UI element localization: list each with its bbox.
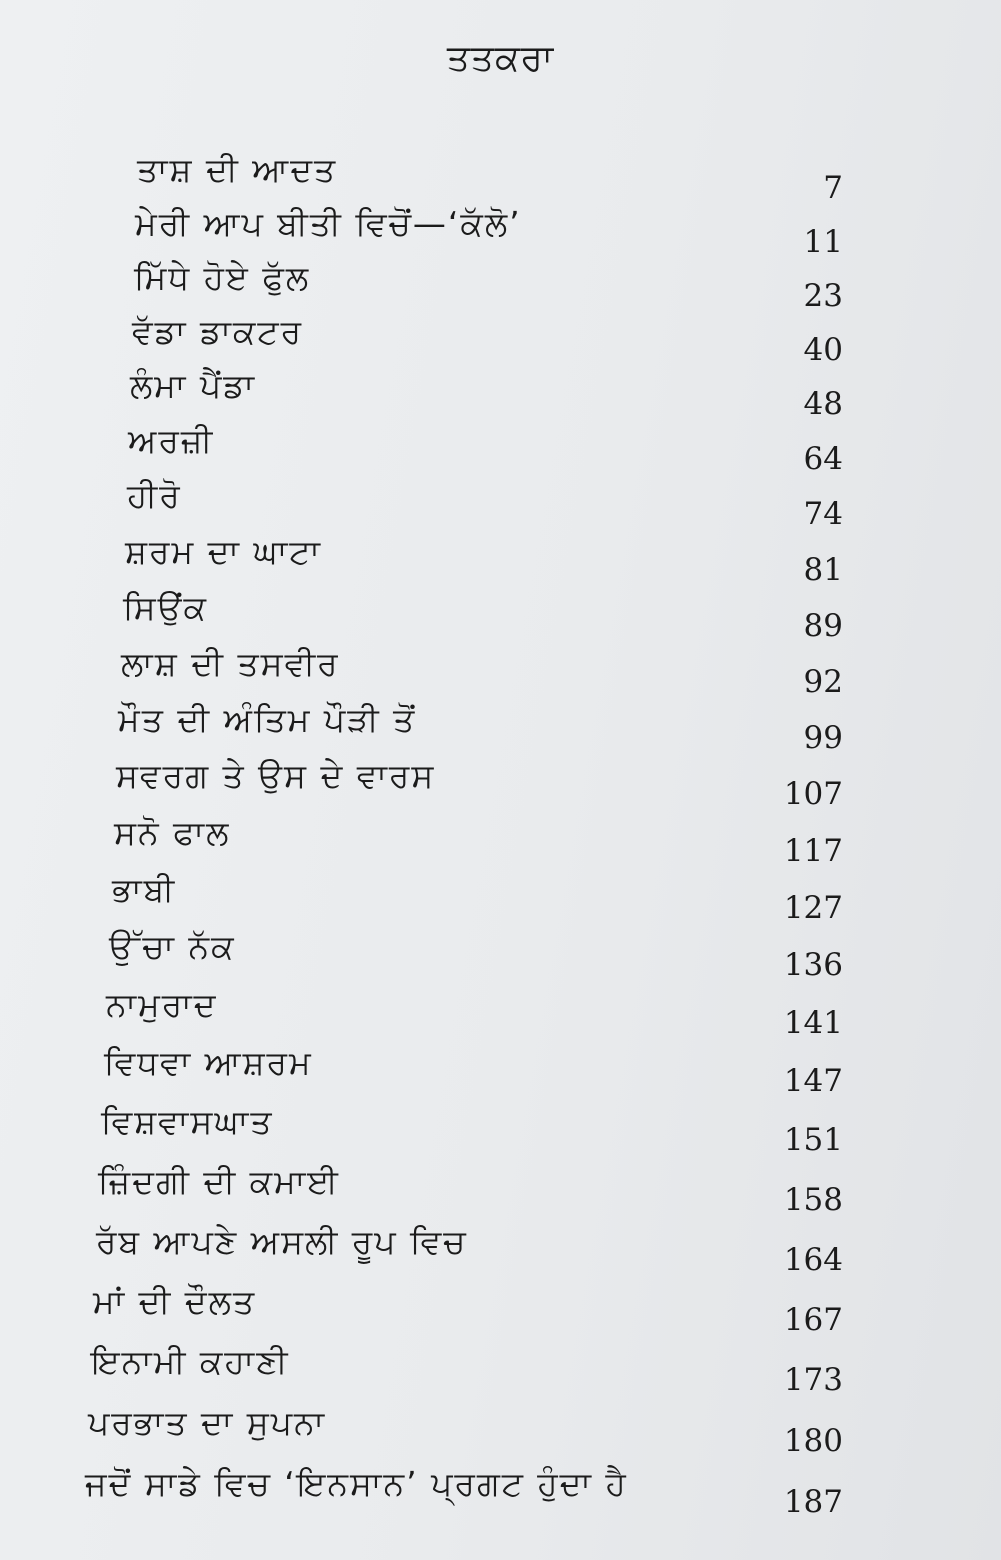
toc-entry-label: ਜ਼ਿੰਦਗੀ ਦੀ ਕਮਾਈ: [98, 1162, 340, 1201]
toc-entry-page: 180: [783, 1423, 843, 1459]
toc-entry: [0, 927, 1001, 985]
toc-entry-page: 11: [803, 224, 843, 260]
toc-entry: [0, 312, 1001, 370]
toc-entry: [0, 1282, 1001, 1340]
toc-entry-label: ਤਾਸ਼ ਦੀ ਆਦਤ: [137, 150, 338, 189]
toc-entry-label: ਲੰਮਾ ਪੈਂਡਾ: [130, 366, 257, 405]
toc-entry: [0, 1342, 1001, 1400]
toc-entry-label: ਮਾਂ ਦੀ ਦੌਲਤ: [93, 1282, 257, 1321]
toc-entry: [0, 258, 1001, 316]
toc-entry: [0, 204, 1001, 262]
toc-entry-label: ਪਰਭਾਤ ਦਾ ਸੁਪਨਾ: [88, 1403, 327, 1442]
toc-entry-label: ਰੱਬ ਆਪਣੇ ਅਸਲੀ ਰੂਪ ਵਿਚ: [96, 1222, 468, 1261]
toc-entry: [0, 588, 1001, 646]
toc-entry-label: ਮੌਤ ਦੀ ਅੰਤਿਮ ਪੌੜੀ ਤੋਂ: [118, 700, 417, 739]
toc-entry-page: 92: [803, 664, 843, 700]
toc-entry-label: ਨਾਮੁਰਾਦ: [106, 985, 218, 1024]
toc-entry-label: ਸਿਉਂਕ: [123, 588, 208, 627]
toc-entry-page: 151: [783, 1122, 843, 1158]
toc-entry-label: ਲਾਸ਼ ਦੀ ਤਸਵੀਰ: [121, 644, 340, 683]
toc-entry-label: ਮੇਰੀ ਆਪ ਬੀਤੀ ਵਿਚੋਂ—‘ਕੱਲੋ’: [135, 204, 522, 243]
toc-entry-page: 89: [803, 608, 843, 644]
toc-entry-page: 48: [803, 386, 843, 422]
toc-entry-label: ਅਰਜ਼ੀ: [128, 421, 215, 460]
toc-entry-label: ਸਨੋ ਫਾਲ: [114, 813, 231, 852]
toc-entry: [0, 985, 1001, 1043]
toc-entry-page: 136: [783, 947, 843, 983]
toc-entry-page: 7: [823, 170, 843, 206]
toc-entry: [0, 1222, 1001, 1280]
toc-entry: [0, 813, 1001, 871]
toc-entry-page: 147: [783, 1063, 843, 1099]
toc-entry-page: 141: [783, 1005, 843, 1041]
toc-entry: [0, 756, 1001, 814]
toc-entry-label: ਹੀਰੋ: [127, 476, 182, 515]
toc-entry: [0, 150, 1001, 208]
toc-entry-page: 107: [783, 776, 843, 812]
toc-entry: [0, 532, 1001, 590]
toc-entry-page: 187: [783, 1484, 843, 1520]
toc-entry: [0, 366, 1001, 424]
toc-entry-label: ਸ਼ਰਮ ਦਾ ਘਾਟਾ: [125, 532, 322, 571]
toc-entry-label: ਮਿੱਧੇ ਹੋਏ ਫੁੱਲ: [134, 258, 311, 297]
toc-entry: [0, 1102, 1001, 1160]
toc-entry-page: 158: [783, 1182, 843, 1218]
toc-entry-page: 74: [803, 496, 843, 532]
toc-entry: [0, 421, 1001, 479]
toc-entry-label: ਵਿਸ਼ਵਾਸਘਾਤ: [101, 1102, 274, 1141]
toc-entry-page: 167: [783, 1302, 843, 1338]
toc-entry-label: ਸਵਰਗ ਤੇ ਉਸ ਦੇ ਵਾਰਸ: [116, 756, 436, 795]
toc-entry: [0, 700, 1001, 758]
toc-entry: [0, 1403, 1001, 1461]
toc-entry-label: ਉੱਚਾ ਨੱਕ: [109, 927, 236, 966]
toc-entry-page: 81: [803, 552, 843, 588]
toc-entry: [0, 870, 1001, 928]
toc-entry-label: ਇਨਾਮੀ ਕਹਾਣੀ: [91, 1342, 290, 1381]
toc-entry: [0, 1162, 1001, 1220]
toc-entry-label: ਜਦੋਂ ਸਾਡੇ ਵਿਚ ‘ਇਨਸਾਨ’ ਪ੍ਰਗਟ ਹੁੰਦਾ ਹੈ: [85, 1464, 628, 1503]
toc-entry-page: 173: [783, 1362, 843, 1398]
toc-entry-page: 40: [803, 332, 843, 368]
toc-entry-page: 127: [783, 890, 843, 926]
toc-entry-label: ਵੱਡਾ ਡਾਕਟਰ: [132, 312, 304, 351]
toc-entry: [0, 476, 1001, 534]
toc-entry-page: 64: [803, 441, 843, 477]
toc-entry-label: ਭਾਬੀ: [112, 870, 177, 909]
toc-entry: [0, 1043, 1001, 1101]
page-title: ਤਤਕਰਾ: [446, 38, 555, 79]
toc-entry-page: 164: [783, 1242, 843, 1278]
toc-entry-label: ਵਿਧਵਾ ਆਸ਼ਰਮ: [104, 1043, 313, 1082]
toc-entry: [0, 644, 1001, 702]
toc-entry-page: 99: [803, 720, 843, 756]
toc-entry: [0, 1464, 1001, 1522]
toc-entry-page: 117: [783, 833, 843, 869]
toc-entry-page: 23: [803, 278, 843, 314]
